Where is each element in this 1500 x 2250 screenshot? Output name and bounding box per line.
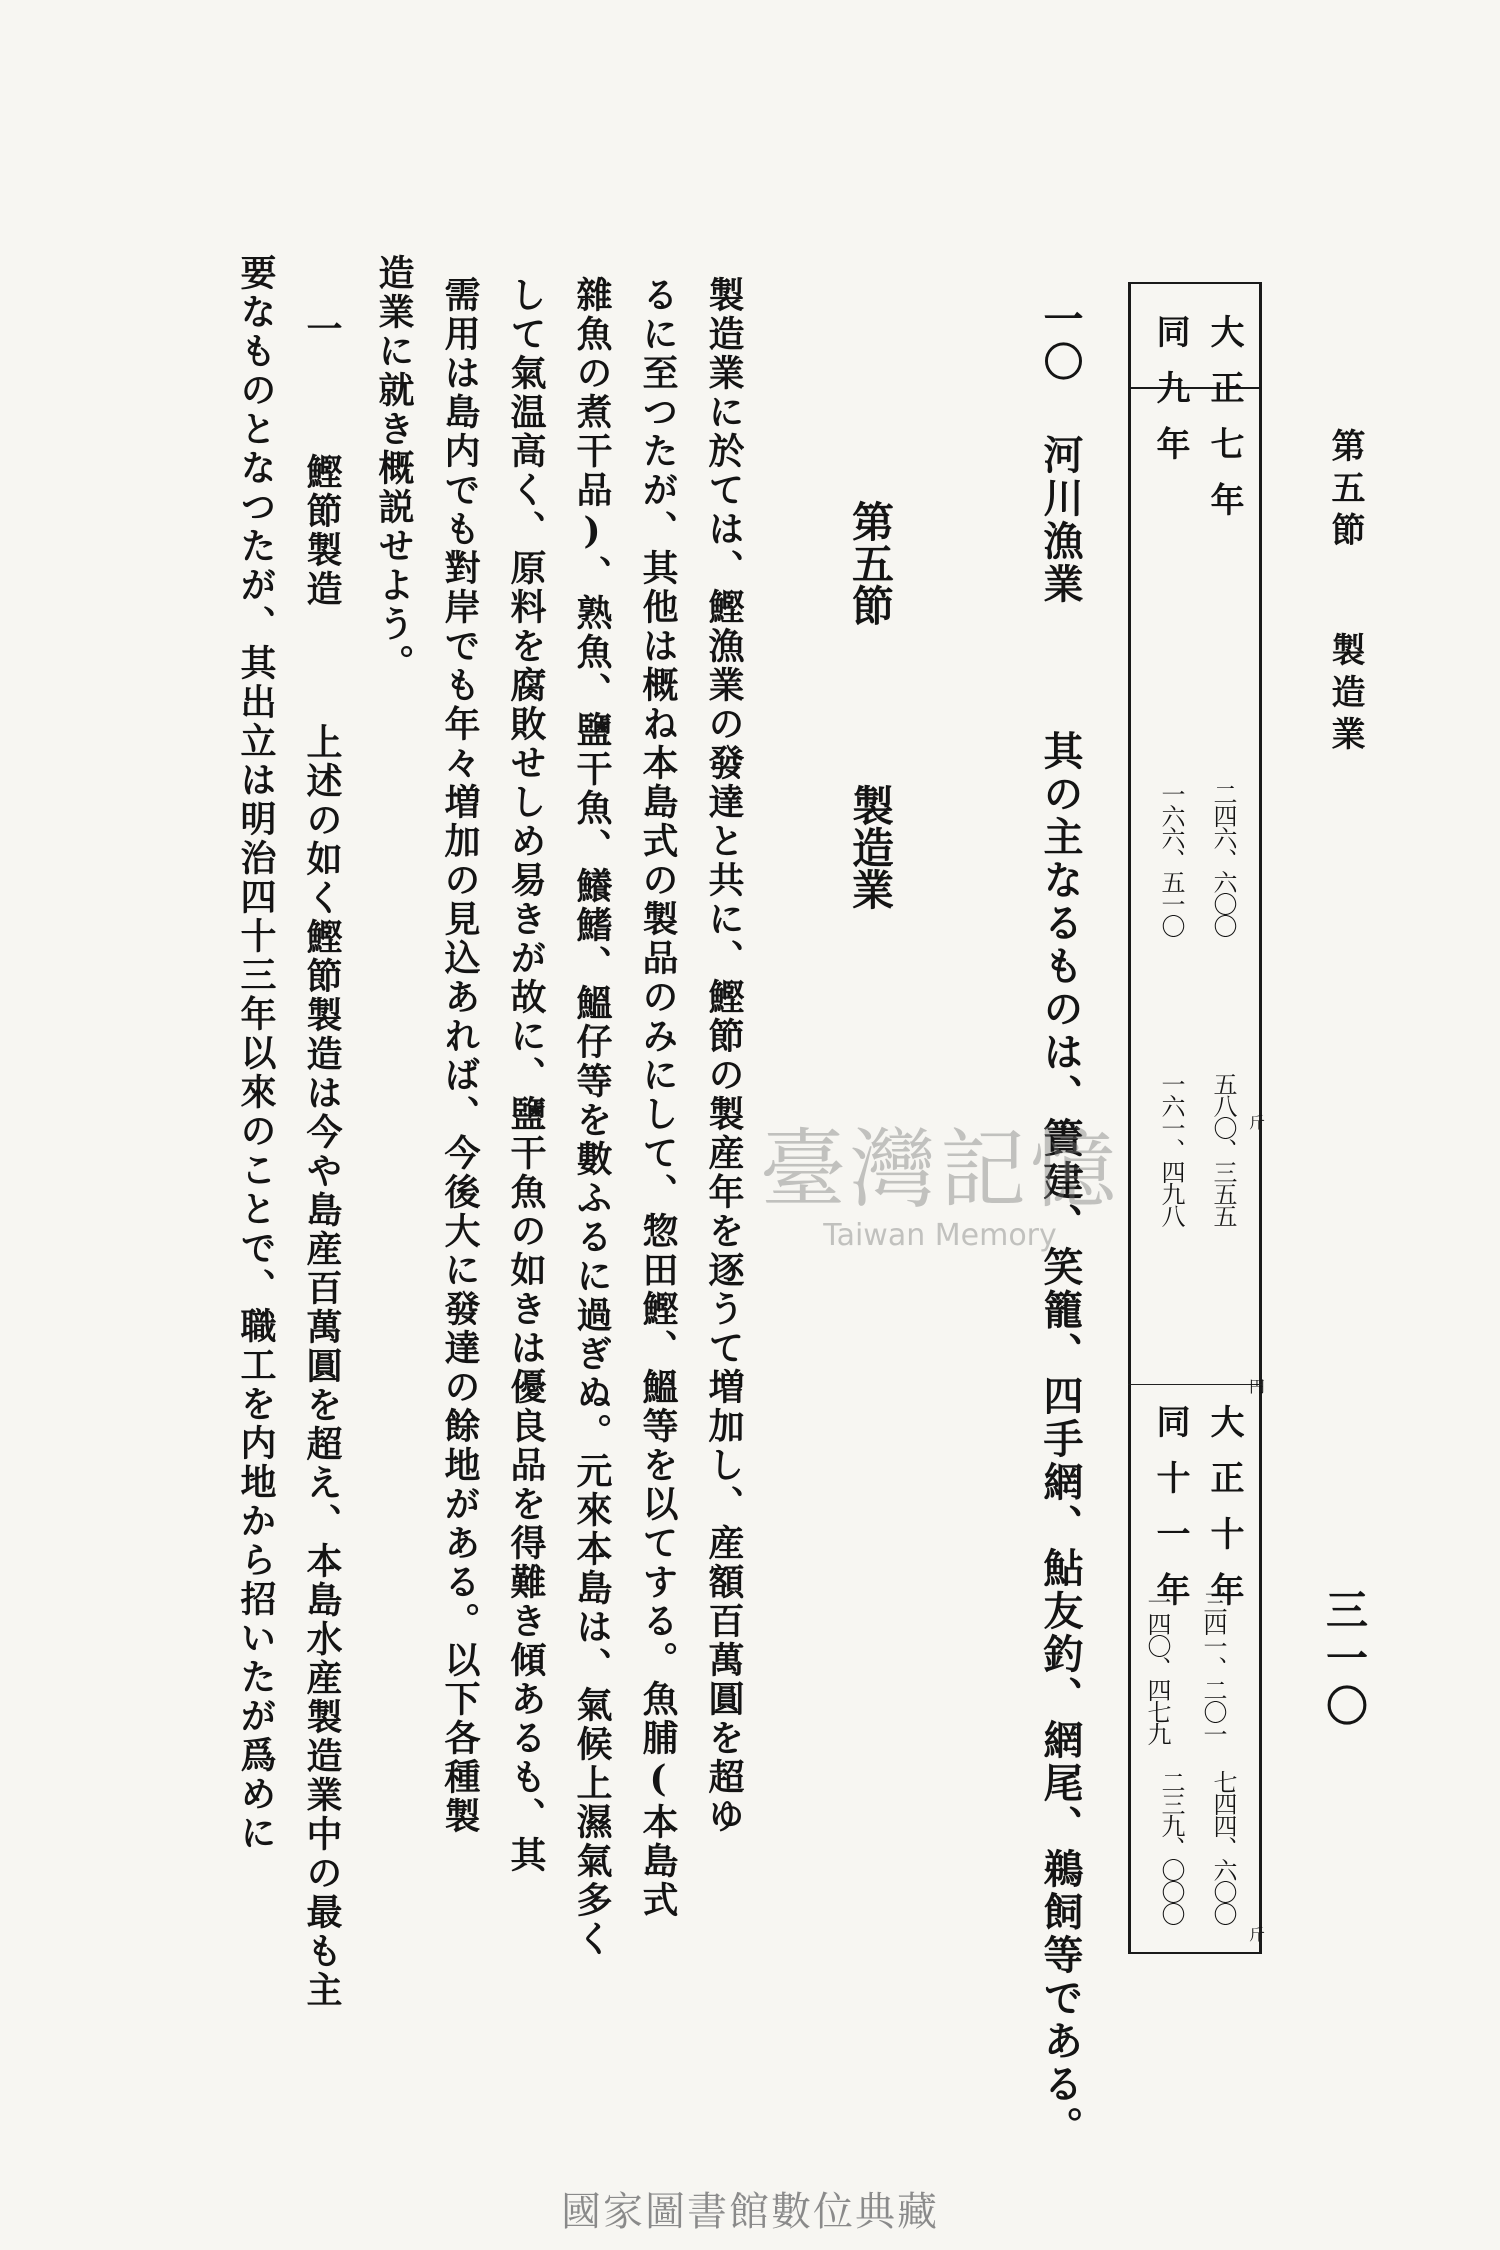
subsection-heading: 鰹節製造: [301, 453, 343, 609]
running-head-title: 製造業: [1325, 632, 1365, 758]
paragraph-line: 雜魚の煮干品)、熟魚、鹽干魚、鱶鰭、鰮仔等を數ふるに過ぎぬ。元來本島は、氣候上濕氣多く: [571, 276, 613, 1959]
table-top-rule: [1128, 282, 1262, 284]
table-value: 一六六、五一〇: [1157, 782, 1185, 936]
table-label: 同九年: [1150, 314, 1190, 482]
subsection-text: 上述の如く鰹節製造は今や島産百萬圓を超え、本島水産製造業中の最も主: [301, 723, 343, 2010]
table-value: 一六一、四九八: [1157, 1072, 1185, 1226]
watermark-en: Taiwan Memory: [823, 1218, 1057, 1253]
unit-kin: 斤: [1248, 1113, 1265, 1132]
table-label: 大正七年: [1204, 314, 1244, 538]
paragraph-line: 需用は島内でも對岸でも年々増加の見込あれば、今後大に發達の餘地がある。以下各種製: [439, 276, 481, 1836]
unit-kin: 斤: [1248, 1925, 1265, 1944]
table-value: 二四六、六〇〇: [1209, 782, 1237, 936]
watermark-cjk: 臺灣記憶: [760, 1120, 1120, 1220]
river-fishery-text: 其の主なるものは、簀建、笑籠、四手網、鮎友釣、網尾、鵜飼等である。: [1037, 730, 1084, 2149]
running-head: [1321, 428, 1370, 758]
watermark: [760, 1100, 1120, 1253]
paragraph-line: 製造業に於ては、鰹漁業の發達と共に、鰹節の製産年を逐うて増加し、産額百萬圓を超ゆ: [703, 276, 745, 1836]
subsection-number: 一: [301, 310, 343, 349]
table-value: 七四四、六〇〇: [1209, 1770, 1237, 1924]
running-head-section: 第五節: [1325, 428, 1365, 554]
table-value: 二三九、〇〇〇: [1157, 1770, 1185, 1924]
section-name: 製造業: [846, 784, 895, 910]
paragraph-line: るに至つたが、其他は概ね本島式の製品のみにして、惣田鰹、鰮等を以てする。魚脯(本島式: [637, 276, 679, 1920]
item-number: 一〇: [1037, 298, 1084, 384]
section-number: 第五節: [846, 500, 895, 626]
table-value: 一四〇、四七九: [1143, 1590, 1171, 1744]
subsection-line: [301, 310, 343, 2010]
unit-en: 円: [1248, 1377, 1265, 1396]
table-label: 大正十年: [1204, 1404, 1244, 1628]
table-label: 同十一年: [1150, 1404, 1190, 1628]
section-title: [840, 500, 900, 910]
paragraph-line: して氣温高く、原料を腐敗せしめ易きが故に、鹽干魚の如きは優良品を得難き傾あるも、其: [505, 276, 547, 1875]
table-value: 三四一、二〇一: [1199, 1590, 1227, 1744]
table-value: 五八〇、三五五: [1209, 1072, 1237, 1226]
river-fishery-heading: 河川漁業: [1037, 434, 1084, 606]
footer-archive-label: 國家圖書館數位典藏: [561, 2189, 939, 2235]
table-bottom-rule: [1128, 1952, 1262, 1954]
table-divider: [1128, 1384, 1262, 1385]
paragraph-line: 造業に就き概説せよう。: [373, 254, 415, 683]
subsection-line: 要なものとなつたが、其出立は明治四十三年以來のことで、職工を内地から招いたが爲めに: [235, 254, 277, 1853]
page-number: 三一〇: [1320, 1588, 1369, 1732]
